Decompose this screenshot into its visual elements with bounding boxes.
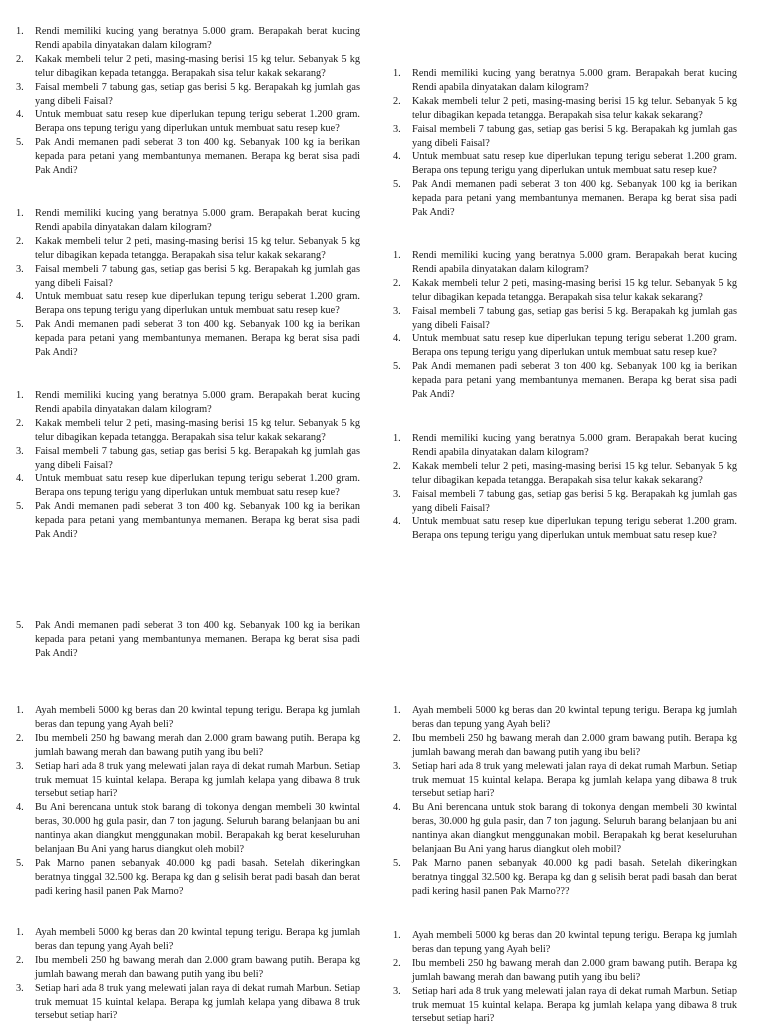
question-item: 1. Rendi memiliki kucing yang beratnya 5.000 gram. Berapakah berat kucing Rendi apabila dinyatakan dalam kilogram? [16, 390, 360, 415]
question-item: 3. Faisal membeli 7 tabung gas, setiap gas berisi 5 kg. Berapakah kg jumlah gas yang dibeli Faisal? [16, 445, 360, 471]
question-block-right-5 [393, 929, 737, 1026]
question-item: 3. Faisal membeli 7 tabung gas, setiap gas berisi 5 kg. Berapakah kg jumlah gas yang dibeli Faisal? [16, 81, 360, 107]
question-item: 4. Untuk membuat satu resep kue diperlukan tepung terigu seberat 1.200 gram. Berapa ons tepung terigu yang diperlukan untuk membuat satu resep kue? [16, 291, 360, 317]
question-item: 1. Rendi memiliki kucing yang beratnya 5.000 gram. Berapakah berat kucing Rendi apabila dinyatakan dalam kilogram? [16, 26, 360, 51]
question-item: 2. Ibu membeli 250 hg bawang merah dan 2.000 gram bawang putih. Berapa kg jumlah bawang merah dan bawang putih yang ibu beli? [16, 732, 360, 758]
question-item: 5. Pak Andi memanen padi seberat 3 ton 400 kg. Sebanyak 100 kg ia berikan kepada para petani yang membantunya memanen. Berapa kg berat sisa padi Pak Andi? [16, 137, 360, 177]
question-item: 3. Setiap hari ada 8 truk yang melewati jalan raya di dekat rumah Marbun. Setiap truk memuat 15 kuintal kelapa. Berapa kg jumlah kelapa yang dibawa 8 truk tersebut setiap hari? [16, 982, 360, 1022]
question-item: 3. Setiap hari ada 8 truk yang melewati jalan raya di dekat rumah Marbun. Setiap truk memuat 15 kuintal kelapa. Berapa kg jumlah kelapa yang dibawa 8 truk tersebut setiap hari? [393, 985, 737, 1025]
question-item: 2. Kakak membeli telur 2 peti, masing-masing berisi 15 kg telur. Sebanyak 5 kg telur dibagikan kepada tetangga. Berapakah sisa telur kakak sekarang? [393, 460, 737, 486]
question-item: 5. Pak Marno panen sebanyak 40.000 kg padi basah. Setelah dikeringkan beratnya tinggal 32.500 kg. Berapa kg dan g selisih berat padi basah dan berat padi kering hasil panen Pak Marno? [16, 857, 360, 897]
question-item: 2. Kakak membeli telur 2 peti, masing-masing berisi 15 kg telur. Sebanyak 5 kg telur dibagikan kepada tetangga. Berapakah sisa telur kakak sekarang? [16, 235, 360, 261]
question-item: 2. Kakak membeli telur 2 peti, masing-masing berisi 15 kg telur. Sebanyak 5 kg telur dibagikan kepada tetangga. Berapakah sisa telur kakak sekarang? [393, 277, 737, 303]
question-block-left-1 [16, 25, 360, 178]
question-block-right-2 [393, 249, 737, 402]
question-item: 1. Ayah membeli 5000 kg beras dan 20 kwintal tepung terigu. Berapa kg jumlah beras dan tepung yang Ayah beli? [16, 927, 360, 952]
question-item: 5. Pak Andi memanen padi seberat 3 ton 400 kg. Sebanyak 100 kg ia berikan kepada para petani yang membantunya memanen. Berapa kg berat sisa padi Pak Andi? [16, 501, 360, 541]
question-block-left-2 [16, 207, 360, 360]
question-item: 1. Rendi memiliki kucing yang beratnya 5.000 gram. Berapakah berat kucing Rendi apabila dinyatakan dalam kilogram? [16, 208, 360, 233]
question-block-right-4 [393, 704, 737, 899]
question-item: 3. Faisal membeli 7 tabung gas, setiap gas berisi 5 kg. Berapakah kg jumlah gas yang dibeli Faisal? [16, 263, 360, 289]
question-block-right-3 [393, 432, 737, 543]
question-item: 2. Ibu membeli 250 hg bawang merah dan 2.000 gram bawang putih. Berapa kg jumlah bawang merah dan bawang putih yang ibu beli? [393, 732, 737, 758]
question-item: 5. Pak Marno panen sebanyak 40.000 kg padi basah. Setelah dikeringkan beratnya tinggal 32.500 kg. Berapa kg dan g selisih berat padi basah dan berat padi kering hasil panen Pak Marno??? [393, 857, 737, 897]
question-item: 2. Kakak membeli telur 2 peti, masing-masing berisi 15 kg telur. Sebanyak 5 kg telur dibagikan kepada tetangga. Berapakah sisa telur kakak sekarang? [16, 53, 360, 79]
question-item: 2. Kakak membeli telur 2 peti, masing-masing berisi 15 kg telur. Sebanyak 5 kg telur dibagikan kepada tetangga. Berapakah sisa telur kakak sekarang? [16, 417, 360, 443]
question-item: 4. Untuk membuat satu resep kue diperlukan tepung terigu seberat 1.200 gram. Berapa ons tepung terigu yang diperlukan untuk membuat satu resep kue? [16, 473, 360, 499]
question-block-left-3 [16, 389, 360, 542]
question-item: 5. Pak Andi memanen padi seberat 3 ton 400 kg. Sebanyak 100 kg ia berikan kepada para petani yang membantunya memanen. Berapa kg berat sisa padi Pak Andi? [393, 179, 737, 219]
question-block-left-4 [16, 704, 360, 899]
question-item: 4. Untuk membuat satu resep kue diperlukan tepung terigu seberat 1.200 gram. Berapa ons tepung terigu yang diperlukan untuk membuat satu resep kue? [393, 151, 737, 177]
question-item: 4. Untuk membuat satu resep kue diperlukan tepung terigu seberat 1.200 gram. Berapa ons tepung terigu yang diperlukan untuk membuat satu resep kue? [393, 333, 737, 359]
question-item: 2. Ibu membeli 250 hg bawang merah dan 2.000 gram bawang putih. Berapa kg jumlah bawang merah dan bawang putih yang ibu beli? [16, 954, 360, 980]
question-item: 5. Pak Andi memanen padi seberat 3 ton 400 kg. Sebanyak 100 kg ia berikan kepada para petani yang membantunya memanen. Berapa kg berat sisa padi Pak Andi? [16, 319, 360, 359]
question-item: 1. Rendi memiliki kucing yang beratnya 5.000 gram. Berapakah berat kucing Rendi apabila dinyatakan dalam kilogram? [393, 68, 737, 93]
question-item: 4. Bu Ani berencana untuk stok barang di tokonya dengan membeli 30 kwintal beras, 30.000 hg gula pasir, dan 7 ton jagung. Seluruh barang belanjaan bu ani nantinya akan diangkut menggunakan mobil. Berapakah kg berat keseluruhan belanjaan Bu Ani yang harus diangkut oleh mobil? [16, 802, 360, 856]
question-item: 1. Ayah membeli 5000 kg beras dan 20 kwintal tepung terigu. Berapa kg jumlah beras dan tepung yang Ayah beli? [16, 705, 360, 730]
question-block-left-single [16, 619, 360, 661]
question-item: 1. Ayah membeli 5000 kg beras dan 20 kwintal tepung terigu. Berapa kg jumlah beras dan tepung yang Ayah beli? [393, 930, 737, 955]
question-item: 4. Untuk membuat satu resep kue diperlukan tepung terigu seberat 1.200 gram. Berapa ons tepung terigu yang diperlukan untuk membuat satu resep kue? [16, 109, 360, 135]
question-item: 1. Rendi memiliki kucing yang beratnya 5.000 gram. Berapakah berat kucing Rendi apabila dinyatakan dalam kilogram? [393, 433, 737, 458]
question-item: 4. Bu Ani berencana untuk stok barang di tokonya dengan membeli 30 kwintal beras, 30.000 hg gula pasir, dan 7 ton jagung. Seluruh barang belanjaan bu ani nantinya akan diangkut menggunakan mobil. Berapakah kg berat keseluruhan belanjaan Bu Ani yang harus diangkut oleh mobil? [393, 802, 737, 856]
question-item: 3. Setiap hari ada 8 truk yang melewati jalan raya di dekat rumah Marbun. Setiap truk memuat 15 kuintal kelapa. Berapa kg jumlah kelapa yang dibawa 8 truk tersebut setiap hari? [393, 760, 737, 800]
question-item: 1. Rendi memiliki kucing yang beratnya 5.000 gram. Berapakah berat kucing Rendi apabila dinyatakan dalam kilogram? [393, 250, 737, 275]
question-block-left-5 [16, 926, 360, 1023]
question-item: 5. Pak Andi memanen padi seberat 3 ton 400 kg. Sebanyak 100 kg ia berikan kepada para petani yang membantunya memanen. Berapa kg berat sisa padi Pak Andi? [393, 361, 737, 401]
question-item: 3. Faisal membeli 7 tabung gas, setiap gas berisi 5 kg. Berapakah kg jumlah gas yang dibeli Faisal? [393, 123, 737, 149]
question-item: 3. Setiap hari ada 8 truk yang melewati jalan raya di dekat rumah Marbun. Setiap truk memuat 15 kuintal kelapa. Berapa kg jumlah kelapa yang dibawa 8 truk tersebut setiap hari? [16, 760, 360, 800]
question-item: 4. Untuk membuat satu resep kue diperlukan tepung terigu seberat 1.200 gram. Berapa ons tepung terigu yang diperlukan untuk membuat satu resep kue? [393, 516, 737, 542]
question-block-right-1 [393, 67, 737, 220]
question-item: 2. Ibu membeli 250 hg bawang merah dan 2.000 gram bawang putih. Berapa kg jumlah bawang merah dan bawang putih yang ibu beli? [393, 957, 737, 983]
question-item: 3. Faisal membeli 7 tabung gas, setiap gas berisi 5 kg. Berapakah kg jumlah gas yang dibeli Faisal? [393, 305, 737, 331]
question-item: 3. Faisal membeli 7 tabung gas, setiap gas berisi 5 kg. Berapakah kg jumlah gas yang dibeli Faisal? [393, 488, 737, 514]
question-item: 1. Ayah membeli 5000 kg beras dan 20 kwintal tepung terigu. Berapa kg jumlah beras dan tepung yang Ayah beli? [393, 705, 737, 730]
question-item: 5. Pak Andi memanen padi seberat 3 ton 400 kg. Sebanyak 100 kg ia berikan kepada para petani yang membantunya memanen. Berapa kg berat sisa padi Pak Andi? [16, 620, 360, 659]
question-item: 2. Kakak membeli telur 2 peti, masing-masing berisi 15 kg telur. Sebanyak 5 kg telur dibagikan kepada tetangga. Berapakah sisa telur kakak sekarang? [393, 95, 737, 121]
